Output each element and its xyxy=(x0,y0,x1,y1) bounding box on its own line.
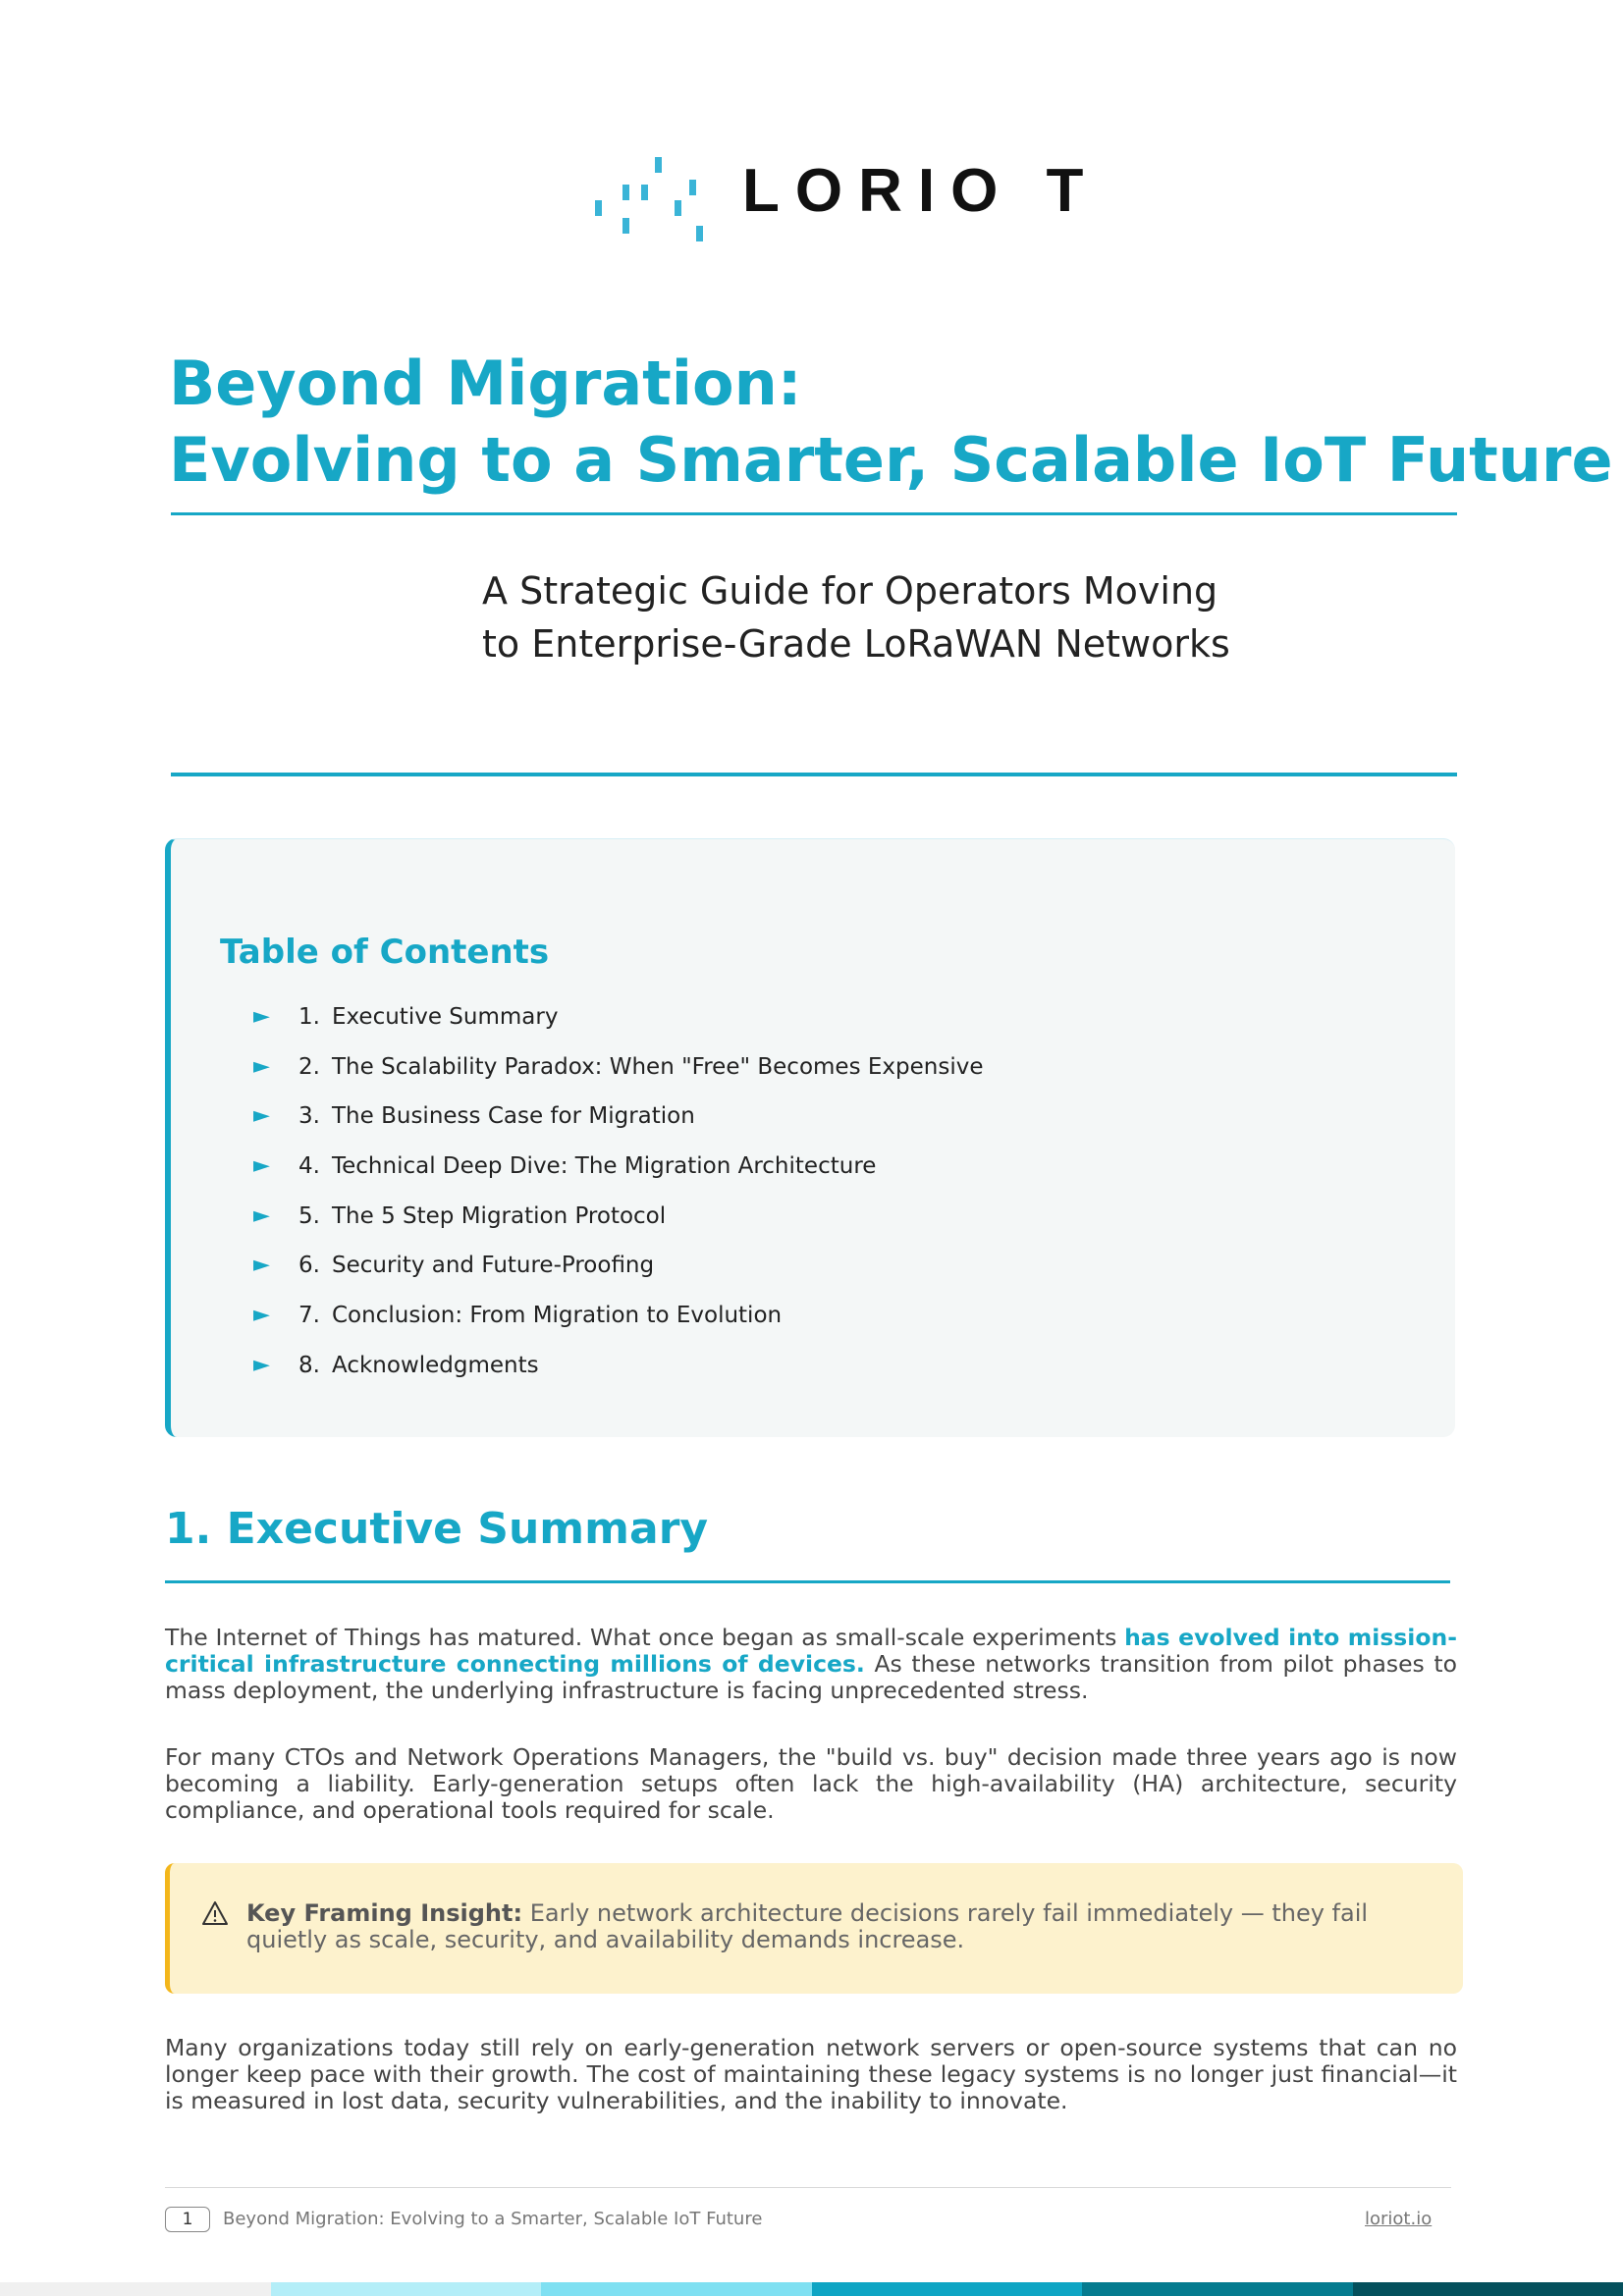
section-divider xyxy=(165,1580,1450,1583)
subtitle-divider xyxy=(171,773,1457,776)
footer-doc-title: Beyond Migration: Evolving to a Smarter, Scalable IoT Future xyxy=(223,2209,763,2229)
title-divider xyxy=(171,512,1457,515)
color-bar-segment xyxy=(1082,2282,1353,2296)
toc-item-label: The Business Case for Migration xyxy=(332,1103,695,1130)
toc-item-label: The Scalability Paradox: When "Free" Becomes Expensive xyxy=(332,1053,984,1080)
toc-item-number: 8. xyxy=(298,1352,320,1378)
paragraph-build-vs-buy: For many CTOs and Network Operations Managers, the "build vs. buy" decision made three years ago is now becoming a liability. Early-generation setups often lack the high-availability (HA) architecture, security compliance, and operational tools required for scale. xyxy=(165,1743,1457,1824)
paragraph-text: As these networks transition from pilot phases to mass deployment, the underlying infrastructure is facing unprecedented stress. xyxy=(165,1650,1457,1704)
color-bar-segment xyxy=(812,2282,1083,2296)
footer-link[interactable]: loriot.io xyxy=(1365,2209,1433,2229)
toc-item-number: 3. xyxy=(298,1103,320,1130)
paragraph-text: The Internet of Things has matured. What once began as small-scale experiments xyxy=(165,1624,1125,1651)
toc-item-number: 5. xyxy=(298,1202,320,1229)
color-bar-segment xyxy=(271,2282,542,2296)
key-insight-callout xyxy=(165,1863,1463,1994)
arrow-right-icon: ► xyxy=(253,1004,270,1029)
toc-item-label: Technical Deep Dive: The Migration Architecture xyxy=(332,1153,877,1180)
toc-item-label: The 5 Step Migration Protocol xyxy=(332,1202,667,1229)
paragraph-intro xyxy=(165,1625,1457,1704)
toc-item[interactable] xyxy=(253,1203,983,1254)
title-line-2: Evolving to a Smarter, Scalable IoT Future xyxy=(169,424,1613,496)
logo-pixel-mark xyxy=(593,155,711,243)
toc-item[interactable] xyxy=(253,1004,983,1054)
toc-item[interactable] xyxy=(253,1353,983,1403)
toc-item-number: 4. xyxy=(298,1153,320,1180)
color-bar-segment xyxy=(1353,2282,1623,2296)
title-line-1: Beyond Migration: xyxy=(169,347,802,419)
toc-item[interactable] xyxy=(253,1054,983,1104)
toc-item-label: Conclusion: From Migration to Evolution xyxy=(332,1303,783,1329)
table-of-contents xyxy=(165,838,1455,1437)
arrow-right-icon: ► xyxy=(253,1202,270,1228)
document-subtitle xyxy=(482,564,1366,670)
arrow-right-icon: ► xyxy=(253,1253,270,1278)
paragraph-legacy: Many organizations today still rely on early-generation network servers or open-source systems that can no longer keep pace with their growth. The cost of maintaining these legacy systems is no longer just financial—it is measured in lost data, security vulnerabilities, and the inability to innovate. xyxy=(165,2034,1457,2114)
footer-color-bar xyxy=(0,2282,1623,2296)
subtitle-line-2: to Enterprise-Grade LoRaWAN Networks xyxy=(482,622,1230,666)
toc-list xyxy=(253,1004,983,1403)
toc-item-number: 6. xyxy=(298,1253,320,1279)
toc-item-label: Security and Future-Proofing xyxy=(332,1253,655,1279)
toc-item[interactable] xyxy=(253,1253,983,1303)
insight-body: Early network architecture decisions rarely fail immediately — they fail quietly as scale, security, and availability demands increase. xyxy=(246,1899,1369,1953)
insight-text xyxy=(246,1900,1405,1953)
arrow-right-icon: ► xyxy=(253,1352,270,1377)
toc-item-number: 2. xyxy=(298,1053,320,1080)
toc-item-label: Executive Summary xyxy=(332,1004,559,1030)
toc-item-label: Acknowledgments xyxy=(332,1352,539,1378)
toc-item-number: 1. xyxy=(298,1004,320,1030)
toc-item[interactable] xyxy=(253,1103,983,1153)
arrow-right-icon: ► xyxy=(253,1103,270,1129)
loriot-logo xyxy=(593,155,1100,243)
color-bar-segment xyxy=(541,2282,812,2296)
toc-heading: Table of Contents xyxy=(220,933,550,972)
arrow-right-icon: ► xyxy=(253,1053,270,1079)
color-bar-segment xyxy=(0,2282,271,2296)
footer-divider xyxy=(165,2187,1451,2188)
insight-label: Key Framing Insight: xyxy=(246,1899,523,1927)
warning-icon xyxy=(201,1900,229,1926)
document-title xyxy=(169,346,1613,499)
arrow-right-icon: ► xyxy=(253,1303,270,1328)
toc-item[interactable] xyxy=(253,1303,983,1353)
subtitle-line-1: A Strategic Guide for Operators Moving xyxy=(482,569,1218,613)
arrow-right-icon: ► xyxy=(253,1153,270,1179)
section-heading: 1. Executive Summary xyxy=(165,1504,709,1554)
toc-item[interactable] xyxy=(253,1153,983,1203)
logo-wordmark: LORIO T xyxy=(742,157,1100,225)
page-number: 1 xyxy=(165,2207,210,2232)
toc-item-number: 7. xyxy=(298,1303,320,1329)
highlight-text: has evolved into mission-critical infrastructure connecting millions of devices. xyxy=(165,1624,1457,1678)
